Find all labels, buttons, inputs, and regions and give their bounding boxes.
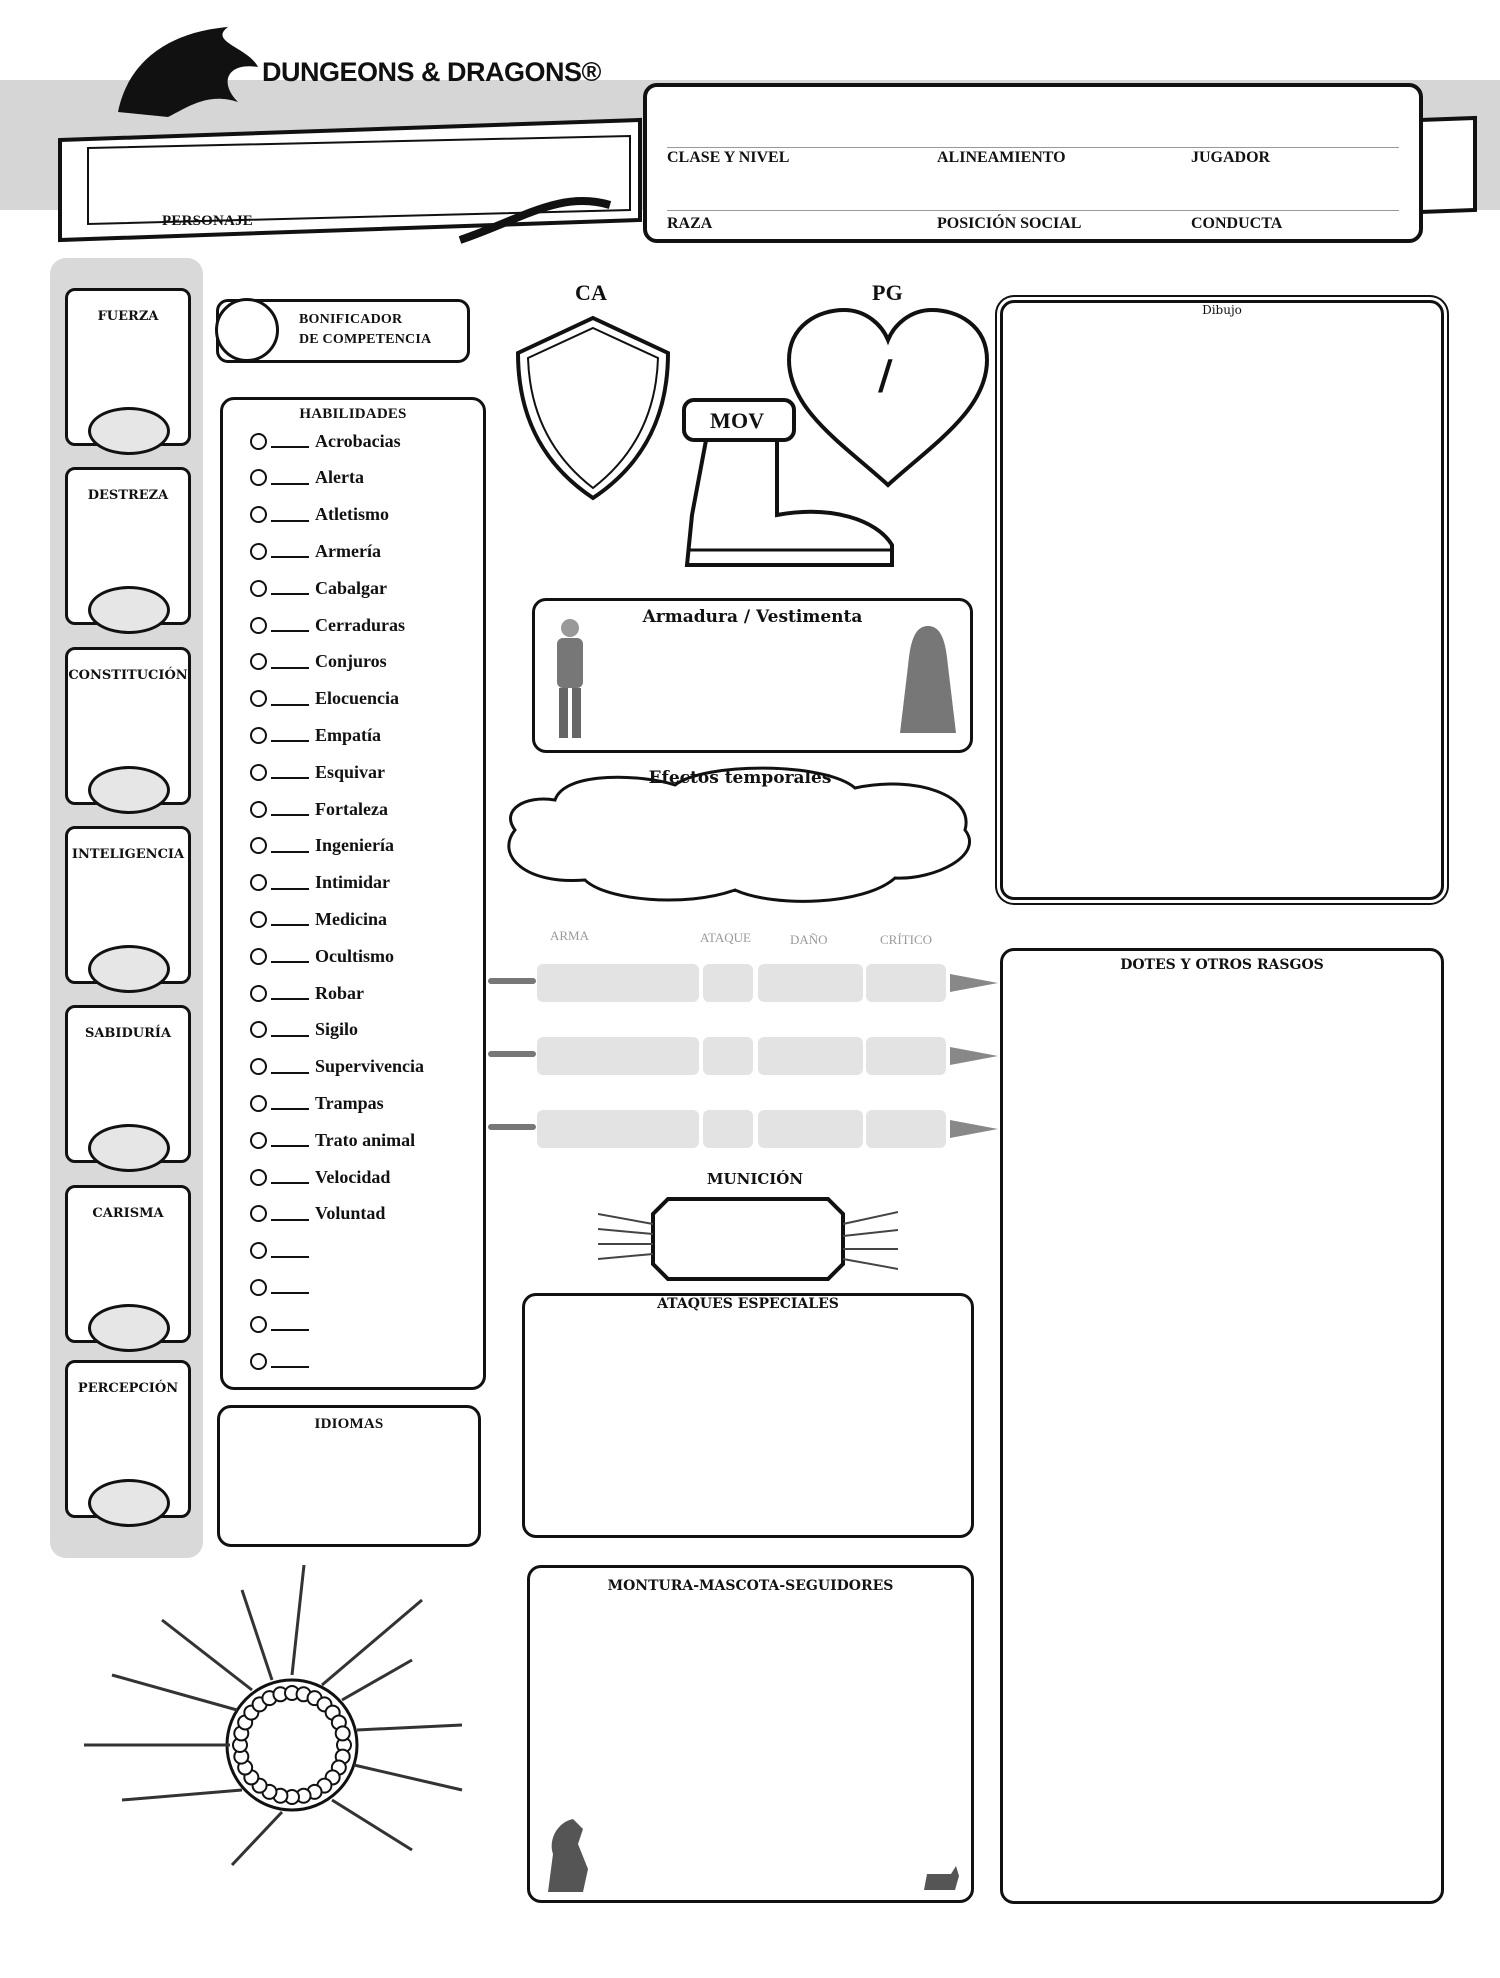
skill-value-blank[interactable]	[271, 949, 309, 963]
weapon-damage-cell[interactable]	[758, 1110, 863, 1148]
skill-row[interactable]	[250, 977, 364, 1009]
weapon-attack-cell[interactable]	[703, 964, 753, 1002]
ability-modifier-oval[interactable]	[88, 1479, 170, 1527]
special-attacks-frame[interactable]	[522, 1293, 974, 1538]
skill-row[interactable]	[250, 1198, 385, 1230]
skill-name: Supervivencia	[315, 1056, 425, 1077]
mount-title: MONTURA-MASCOTA-SEGUIDORES	[607, 1578, 894, 1594]
skill-value-blank[interactable]	[271, 692, 309, 706]
logo-text: DUNGEONS & DRAGONS®	[262, 57, 601, 87]
ability-box[interactable]	[65, 1360, 191, 1518]
weapon-wheel-illustration	[82, 1560, 502, 1870]
skill-value-blank[interactable]	[271, 765, 309, 779]
ability-box[interactable]	[65, 467, 191, 625]
skill-value-blank[interactable]	[271, 618, 309, 632]
skill-row[interactable]	[250, 1161, 390, 1193]
skill-row[interactable]	[250, 793, 388, 825]
skill-proficiency-checkbox[interactable]	[250, 911, 267, 928]
skill-value-blank[interactable]	[271, 1133, 309, 1147]
skill-row[interactable]	[250, 1124, 415, 1156]
ability-modifier-oval[interactable]	[88, 407, 170, 455]
skill-row[interactable]	[250, 867, 390, 899]
skill-proficiency-checkbox[interactable]	[250, 1353, 267, 1370]
skill-value-blank[interactable]	[271, 434, 309, 448]
skill-proficiency-checkbox[interactable]	[250, 1169, 267, 1186]
ability-name: CONSTITUCIÓN	[68, 668, 188, 683]
hp-label: PG	[872, 280, 903, 305]
class-level-label: CLASE Y NIVEL	[667, 149, 790, 166]
skill-value-blank[interactable]	[271, 1280, 309, 1294]
sword-hilt-icon	[488, 1124, 536, 1130]
skill-row[interactable]	[250, 609, 405, 641]
skill-name: Esquivar	[315, 761, 386, 782]
skill-proficiency-checkbox[interactable]	[250, 1058, 267, 1075]
header-fields-box	[643, 83, 1423, 243]
ammo-box[interactable]	[598, 1194, 898, 1284]
skill-proficiency-checkbox[interactable]	[250, 1279, 267, 1296]
sword-hilt-icon	[488, 1051, 536, 1057]
skills-title: HABILIDADES	[299, 406, 407, 422]
hp-separator: /	[878, 352, 893, 399]
ability-name: SABIDURÍA	[84, 1026, 172, 1041]
skill-row[interactable]	[250, 1051, 424, 1083]
skill-value-blank[interactable]	[271, 1207, 309, 1221]
proficiency-label-1: BONIFICADOR	[299, 312, 403, 327]
skill-name: Acrobacias	[315, 430, 401, 451]
feats-title: DOTES Y OTROS RASGOS	[1120, 957, 1324, 973]
skill-value-blank[interactable]	[271, 839, 309, 853]
skill-value-blank[interactable]	[271, 802, 309, 816]
skill-proficiency-checkbox[interactable]	[250, 543, 267, 560]
skill-name: Sigilo	[315, 1019, 359, 1040]
weapon-name-cell[interactable]	[537, 964, 699, 1002]
dog-illustration-icon	[921, 1862, 961, 1892]
proficiency-box	[216, 299, 470, 363]
ability-name: PERCEPCIÓN	[77, 1381, 179, 1396]
weapon-critical-cell[interactable]	[866, 964, 946, 1002]
skill-name: Cerraduras	[315, 614, 405, 635]
skill-name: Ingeniería	[315, 835, 394, 856]
ability-name: FUERZA	[97, 309, 159, 324]
skill-row[interactable]	[250, 535, 381, 567]
attack-header: ATAQUE	[700, 930, 751, 945]
skill-value-blank[interactable]	[271, 655, 309, 669]
skill-row[interactable]	[250, 572, 387, 604]
skill-value-blank[interactable]	[271, 1170, 309, 1184]
special-attacks-title: ATAQUES ESPECIALES	[657, 1296, 839, 1312]
player-label: JUGADOR	[1191, 149, 1271, 166]
skill-row[interactable]	[250, 719, 381, 751]
dragon-logo-icon	[108, 22, 268, 122]
ability-box[interactable]	[65, 1005, 191, 1163]
skill-proficiency-checkbox[interactable]	[250, 653, 267, 670]
feats-frame[interactable]	[1000, 948, 1444, 1904]
skill-proficiency-checkbox[interactable]	[250, 985, 267, 1002]
ability-name: INTELIGENCIA	[71, 847, 185, 862]
skill-row[interactable]	[250, 1014, 358, 1046]
skill-row[interactable]	[250, 1087, 384, 1119]
weapon-attack-cell[interactable]	[703, 1110, 753, 1148]
weapon-attack-cell[interactable]	[703, 1037, 753, 1075]
skill-row[interactable]	[250, 756, 385, 788]
speed-label: MOV	[710, 408, 765, 433]
skill-name: Ocultismo	[315, 945, 394, 966]
mount-frame[interactable]	[527, 1565, 974, 1903]
ability-modifier-oval[interactable]	[88, 766, 170, 814]
skill-proficiency-checkbox[interactable]	[250, 1242, 267, 1259]
critical-header: CRÍTICO	[880, 932, 932, 947]
skill-proficiency-checkbox[interactable]	[250, 580, 267, 597]
ammo-title: MUNICIÓN	[706, 1170, 804, 1188]
ability-name: DESTREZA	[87, 488, 169, 503]
skill-value-blank[interactable]	[271, 1317, 309, 1331]
skill-name: Armería	[315, 540, 381, 561]
skill-name: Robar	[315, 982, 364, 1003]
skill-proficiency-checkbox[interactable]	[250, 1316, 267, 1333]
ability-box[interactable]	[65, 826, 191, 984]
skill-proficiency-checkbox[interactable]	[250, 874, 267, 891]
skill-row[interactable]	[250, 1235, 315, 1267]
character-label: PERSONAJE	[162, 213, 253, 229]
sword-tip-icon	[950, 974, 998, 992]
skill-name: Trato animal	[315, 1129, 416, 1150]
skill-name: Cabalgar	[315, 577, 387, 598]
skill-proficiency-checkbox[interactable]	[250, 690, 267, 707]
skill-proficiency-checkbox[interactable]	[250, 948, 267, 965]
ability-box[interactable]	[65, 288, 191, 446]
languages-title: IDIOMAS	[314, 1416, 384, 1432]
ac-label: CA	[575, 280, 608, 305]
armor-frame[interactable]	[532, 598, 973, 753]
skill-proficiency-checkbox[interactable]	[250, 1205, 267, 1222]
weapon-critical-cell[interactable]	[866, 1110, 946, 1148]
drawing-frame[interactable]	[1000, 300, 1444, 900]
drawing-title: Dibujo	[1202, 303, 1242, 317]
languages-frame[interactable]	[217, 1405, 481, 1547]
skill-proficiency-checkbox[interactable]	[250, 764, 267, 781]
skill-row[interactable]	[250, 903, 387, 935]
ability-modifier-oval[interactable]	[88, 1124, 170, 1172]
skill-row[interactable]	[250, 1271, 315, 1303]
proficiency-circle[interactable]	[215, 298, 279, 362]
skill-proficiency-checkbox[interactable]	[250, 1132, 267, 1149]
skill-name: Trampas	[315, 1092, 384, 1113]
horse-illustration-icon	[538, 1814, 598, 1894]
ability-modifier-oval[interactable]	[88, 586, 170, 634]
weapon-damage-cell[interactable]	[758, 964, 863, 1002]
sword-tip-icon	[950, 1047, 998, 1065]
weapon-damage-cell[interactable]	[758, 1037, 863, 1075]
skill-row[interactable]	[250, 683, 399, 715]
skill-name: Elocuencia	[315, 688, 399, 709]
proficiency-label-2: DE COMPETENCIA	[299, 332, 432, 347]
skill-proficiency-checkbox[interactable]	[250, 433, 267, 450]
skill-row[interactable]	[250, 1308, 315, 1340]
skill-value-blank[interactable]	[271, 876, 309, 890]
damage-header: DAÑO	[790, 932, 828, 947]
skill-value-blank[interactable]	[271, 728, 309, 742]
skill-name: Conjuros	[315, 651, 387, 672]
skill-value-blank[interactable]	[271, 544, 309, 558]
skill-name: Empatía	[315, 724, 382, 745]
skill-value-blank[interactable]	[271, 1354, 309, 1368]
ability-box[interactable]	[65, 1185, 191, 1343]
skill-name: Alerta	[315, 467, 364, 488]
social-position-label: POSICIÓN SOCIAL	[937, 215, 1082, 232]
skill-value-blank[interactable]	[271, 471, 309, 485]
skill-row[interactable]	[250, 1345, 315, 1377]
ability-box[interactable]	[65, 647, 191, 805]
skill-value-blank[interactable]	[271, 508, 309, 522]
skill-row[interactable]	[250, 499, 389, 531]
skill-name: Medicina	[315, 908, 387, 929]
skill-value-blank[interactable]	[271, 1096, 309, 1110]
ability-modifier-oval[interactable]	[88, 945, 170, 993]
skill-value-blank[interactable]	[271, 1023, 309, 1037]
skill-row[interactable]	[250, 940, 394, 972]
skill-proficiency-checkbox[interactable]	[250, 1095, 267, 1112]
ability-modifier-oval[interactable]	[88, 1304, 170, 1352]
conduct-label: CONDUCTA	[1191, 215, 1283, 232]
temporary-effects-title: Efectos temporales	[648, 768, 832, 788]
skill-value-blank[interactable]	[271, 1244, 309, 1258]
skill-value-blank[interactable]	[271, 986, 309, 1000]
ability-name: CARISMA	[92, 1206, 164, 1221]
skill-row[interactable]	[250, 425, 401, 457]
skill-name: Atletismo	[315, 504, 389, 525]
skill-proficiency-checkbox[interactable]	[250, 801, 267, 818]
skill-value-blank[interactable]	[271, 912, 309, 926]
race-label: RAZA	[667, 215, 713, 232]
weapon-header: ARMA	[550, 928, 590, 943]
skill-name: Fortaleza	[315, 798, 388, 819]
skill-row[interactable]	[250, 462, 364, 494]
skill-proficiency-checkbox[interactable]	[250, 617, 267, 634]
sword-tip-icon	[950, 1120, 998, 1138]
weapon-name-cell[interactable]	[537, 1037, 699, 1075]
weapon-critical-cell[interactable]	[866, 1037, 946, 1075]
ac-shield[interactable]	[508, 313, 678, 503]
armor-title: Armadura / Vestimenta	[642, 607, 863, 627]
skill-proficiency-checkbox[interactable]	[250, 727, 267, 744]
skill-proficiency-checkbox[interactable]	[250, 469, 267, 486]
sword-hilt-icon	[488, 978, 536, 984]
skill-row[interactable]	[250, 646, 387, 678]
weapon-name-cell[interactable]	[537, 1110, 699, 1148]
skill-proficiency-checkbox[interactable]	[250, 837, 267, 854]
knight-illustration-icon	[545, 616, 595, 746]
skill-value-blank[interactable]	[271, 581, 309, 595]
skill-name: Voluntad	[315, 1203, 386, 1224]
cloak-illustration-icon	[898, 621, 958, 736]
skill-row[interactable]	[250, 830, 394, 862]
skill-proficiency-checkbox[interactable]	[250, 506, 267, 523]
skill-name: Velocidad	[315, 1166, 391, 1187]
skill-value-blank[interactable]	[271, 1060, 309, 1074]
skill-proficiency-checkbox[interactable]	[250, 1021, 267, 1038]
skill-name: Intimidar	[315, 872, 391, 893]
wheel-slot-circle	[336, 1726, 350, 1740]
alignment-label: ALINEAMIENTO	[937, 149, 1066, 166]
